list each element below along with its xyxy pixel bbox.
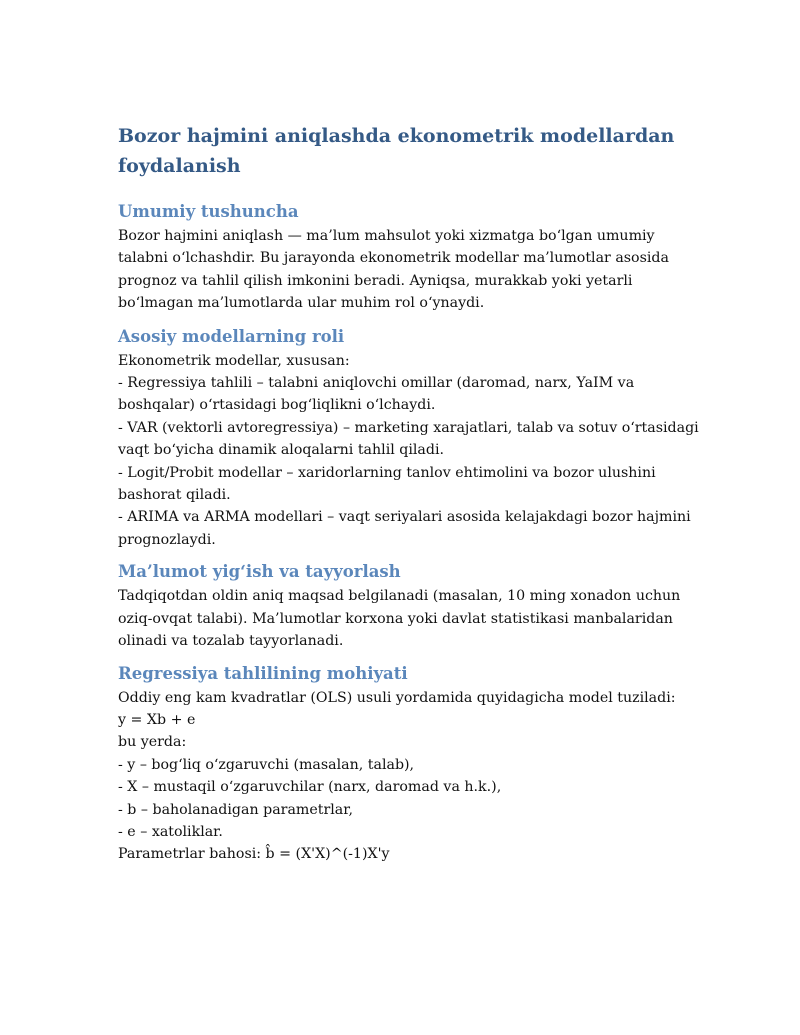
section-heading: Regressiya tahlilining mohiyati [118, 663, 408, 683]
list-item-line: - Logit/Probit modellar – xaridorlarning tanlov ehtimolini va bozor ulushini [118, 464, 656, 481]
list-item-line: boshqalar) o‘rtasidagi bog‘liqlikni o‘lchaydi. [118, 397, 436, 414]
paragraph-line: bu yerda: [118, 734, 187, 751]
section-asosiy-modellar [118, 326, 699, 552]
paragraph-line: oziq-ovqat talabi). Ma’lumotlar korxona yoki davlat statistikasi manbalaridan [118, 610, 673, 627]
list-item-line: prognozlaydi. [118, 531, 216, 548]
document-title [118, 121, 688, 181]
list-item-line: - ARIMA va ARMA modellari – vaqt seriyalari asosida kelajakdagi bozor hajmini [118, 509, 691, 526]
section-heading: Asosiy modellarning roli [118, 326, 345, 346]
paragraph-line: olinadi va tozalab tayyorlanadi. [118, 633, 344, 650]
list-item-line: - Regressiya tahlili – talabni aniqlovchi omillar (daromad, narx, YaIM va [118, 375, 635, 392]
title-line: foydalanish [118, 155, 241, 177]
title-line: Bozor hajmini aniqlashda ekonometrik modellardan [118, 125, 675, 147]
section-heading: Umumiy tushuncha [118, 202, 299, 221]
section-heading: Ma’lumot yig‘ish va tayyorlash [118, 562, 401, 582]
formula-line: Parametrlar bahosi: b̂ = (X'X)^(-1)X'y [118, 846, 390, 863]
document-body [118, 121, 699, 876]
section-malumot-yigish [118, 561, 688, 652]
section-umumiy-tushuncha [118, 201, 688, 315]
paragraph-line: bo‘lmagan ma’lumotlarda ular muhim rol o‘ynaydi. [118, 295, 485, 312]
paragraph-line: talabni o‘lchashdir. Bu jarayonda ekonometrik modellar ma’lumotlar asosida [118, 250, 669, 267]
list-item-line: - y – bog‘liq o‘zgaruvchi (masalan, talab), [118, 756, 415, 773]
list-item-line: bashorat qiladi. [118, 487, 231, 504]
list-item-line: - b – baholanadigan parametrlar, [118, 801, 353, 818]
list-item-line: - VAR (vektorli avtoregressiya) – marketing xarajatlari, talab va sotuv o‘rtasidagi [118, 419, 699, 436]
list-item-line: vaqt bo‘yicha dinamik aloqalarni tahlil qiladi. [118, 442, 445, 459]
list-item-line: - e – xatoliklar. [118, 823, 223, 840]
paragraph-line: prognoz va tahlil qilish imkonini beradi. Ayniqsa, murakkab yoki yetarli [118, 272, 633, 289]
formula-line: y = Xb + e [118, 711, 196, 728]
list-item-line: - X – mustaqil o‘zgaruvchilar (narx, daromad va h.k.), [118, 779, 502, 796]
paragraph-line: Tadqiqotdan oldin aniq maqsad belgilanadi (masalan, 10 ming xonadon uchun [118, 588, 681, 605]
paragraph-line: Oddiy eng kam kvadratlar (OLS) usuli yordamida quyidagicha model tuziladi: [118, 689, 676, 706]
section-regressiya-mohiyati [118, 663, 688, 866]
paragraph-line: Ekonometrik modellar, xususan: [118, 352, 350, 369]
paragraph-line: Bozor hajmini aniqlash — ma’lum mahsulot yoki xizmatga bo‘lgan umumiy [118, 228, 655, 244]
